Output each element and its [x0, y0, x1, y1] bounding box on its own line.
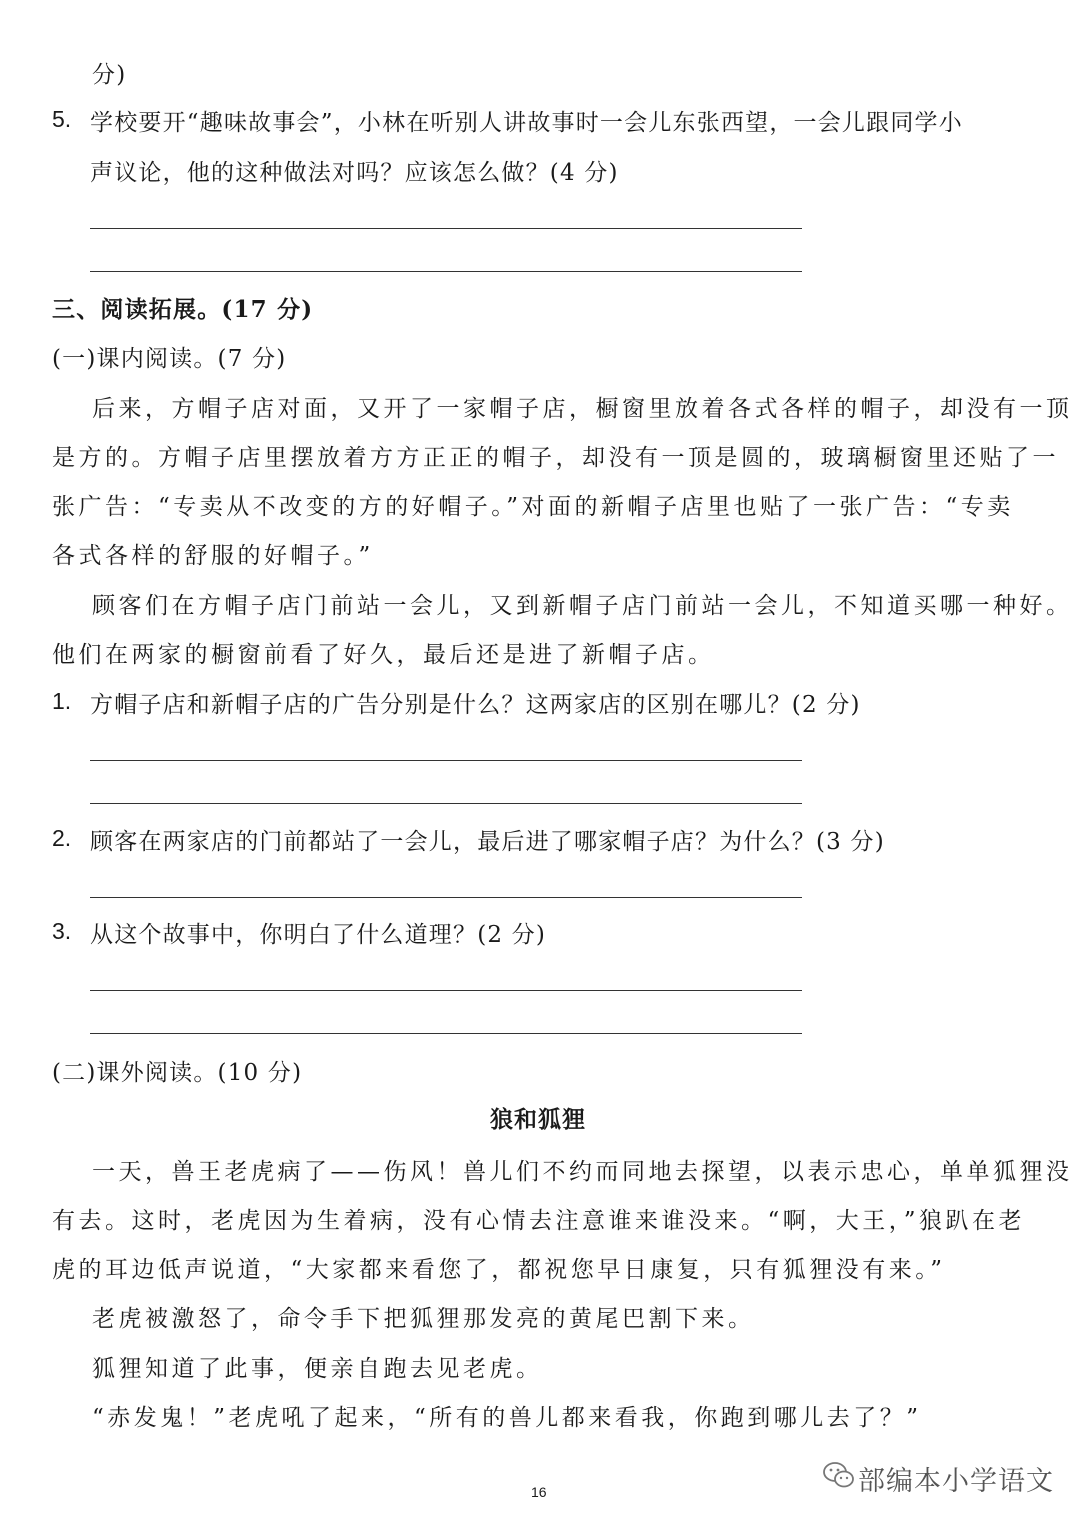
wechat-icon	[822, 1460, 856, 1490]
passage-line: “赤发鬼！”老虎吼了起来，“所有的兽儿都来看我，你跑到哪儿去了？”	[92, 1405, 922, 1431]
passage-line: 他们在两家的橱窗前看了好久，最后还是进了新帽子店。	[52, 642, 715, 668]
watermark: 部编本小学语文	[858, 1466, 1054, 1496]
passage-line: 老虎被激怒了，命令手下把狐狸那发亮的黄尾巴割下来。	[92, 1306, 755, 1332]
passage-line: 狐狸知道了此事，便亲自跑去见老虎。	[92, 1356, 543, 1382]
passage-line: 张广告：“专卖从不改变的方的好帽子。”对面的新帽子店里也贴了一张广告：“专卖	[52, 494, 1014, 520]
answer-line[interactable]	[90, 271, 802, 272]
question-number: 1.	[52, 688, 72, 714]
answer-line[interactable]	[90, 897, 802, 898]
answer-line[interactable]	[90, 228, 802, 229]
passage-line: 是方的。方帽子店里摆放着方方正正的帽子，却没有一顶是圆的，玻璃橱窗里还贴了一	[52, 445, 1059, 471]
passage-line: 顾客们在方帽子店门前站一会儿，又到新帽子店门前站一会儿，不知道买哪一种好。	[92, 593, 1073, 619]
answer-line[interactable]	[90, 760, 802, 761]
passage-line: 各式各样的舒服的好帽子。”	[52, 543, 374, 569]
continued-text: 分)	[92, 62, 127, 88]
question-number: 2.	[52, 825, 72, 851]
question-number: 3.	[52, 918, 72, 944]
subsection-heading: (一)课内阅读。(7 分)	[52, 346, 287, 372]
question-text: 学校要开“趣味故事会”，小林在听别人讲故事时一会儿东张西望，一会儿跟同学小	[90, 110, 963, 136]
subsection-heading: (二)课外阅读。(10 分)	[52, 1060, 303, 1086]
answer-line[interactable]	[90, 803, 802, 804]
passage-line: 虎的耳边低声说道，“大家都来看您了，都祝您早日康复，只有狐狸没有来。”	[52, 1257, 946, 1283]
question-text: 从这个故事中，你明白了什么道理？(2 分)	[90, 922, 547, 948]
passage-line: 后来，方帽子店对面，又开了一家帽子店，橱窗里放着各式各样的帽子，却没有一顶	[92, 396, 1073, 422]
story-title: 狼和狐狸	[490, 1106, 586, 1132]
question-text: 顾客在两家店的门前都站了一会儿，最后进了哪家帽子店？为什么？(3 分)	[90, 829, 885, 855]
question-text: 方帽子店和新帽子店的广告分别是什么？这两家店的区别在哪儿？(2 分)	[90, 692, 861, 718]
question-number: 5.	[52, 106, 72, 132]
passage-line: 一天，兽王老虎病了——伤风！兽儿们不约而同地去探望，以表示忠心，单单狐狸没	[92, 1159, 1073, 1185]
answer-line[interactable]	[90, 1033, 802, 1034]
page-number: 16	[531, 1484, 547, 1500]
passage-line: 有去。这时，老虎因为生着病，没有心情去注意谁来谁没来。“啊，大王，”狼趴在老	[52, 1208, 1026, 1234]
answer-line[interactable]	[90, 990, 802, 991]
section-heading: 三、阅读拓展。(17 分)	[52, 296, 314, 323]
question-text: 声议论，他的这种做法对吗？应该怎么做？(4 分)	[90, 160, 619, 186]
